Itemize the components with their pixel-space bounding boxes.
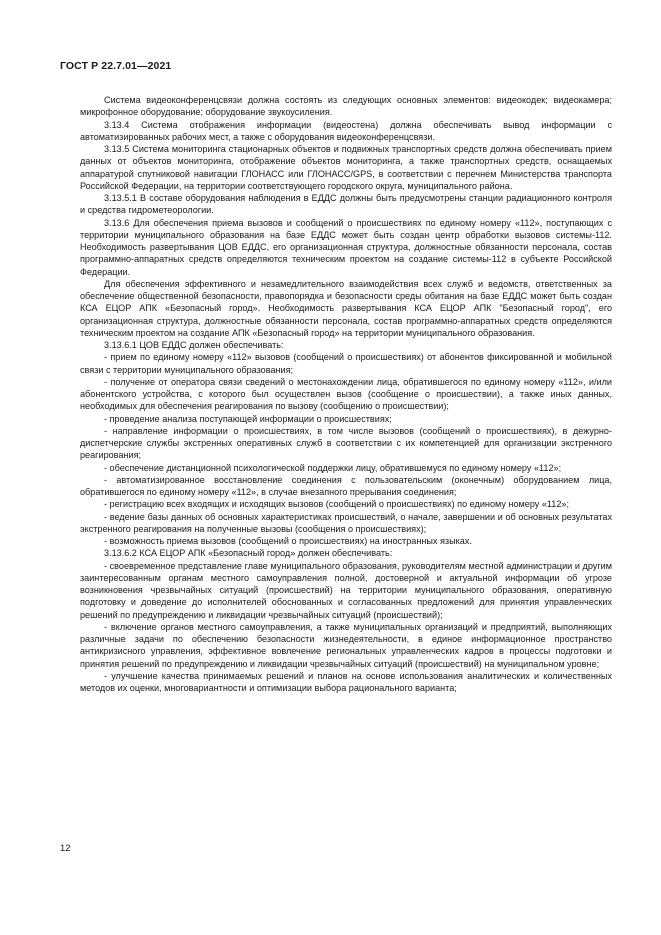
page-number: 12 (60, 843, 71, 854)
paragraph-3-13-5-1: 3.13.5.1 В составе оборудования наблюдения в ЕДДС должны быть предусмотрены станции радиационного контроля и средства гидрометеорологии. (80, 193, 612, 216)
list-item: - регистрацию всех входящих и исходящих вызовов (сообщений о происшествиях) по единому номеру «112»; (104, 499, 569, 510)
list-item: - направление информации о происшествиях, в том числе вызовов (сообщений о происшествиях), в дежурно-диспетчерские службы экстренных оперативных служб в соответствии с их компетенцией для организации экстренного реагирования; (80, 425, 612, 461)
paragraph-videoconference-elements: Система видеоконференцсвязи должна состоять из следующих основных элементов: видеокодек; видеокамера; микрофонное оборудование; оборудование звукоусиления. (80, 95, 612, 118)
list-item: - автоматизированное восстановление соединения с пользовательским (оконечным) оборудованием лица, обратившегося по единому номеру «112», в случае внезапного прерывания соединения; (80, 474, 612, 497)
paragraph-safe-city: Для обеспечения эффективного и незамедлительного взаимодействия всех служб и ведомств, ответственных за обеспечение общественной безопасности, правопорядка и безопасности среды обитания на базе ЕДДС может быть создан КСА ЕЦОР АПК «Безопасный город». Необходимость развертывания КСА ЕЦОР АПК "Безопасный город", его организационная структура, должностные обязанности персонала, состав программно-аппаратных средств определяются техническим проектом на создание АПК «Безопасный город» на территории муниципального образования. (80, 278, 612, 338)
list-item: - проведение анализа поступающей информации о происшествиях; (104, 413, 392, 424)
list-item: - включение органов местного самоуправления, а также муниципальных организаций и предприятий, выполняющих различные задачи по обеспечению безопасности жизнедеятельности, в единое информационное пространство антикризисного управления, эффективное вовлечение региональных управленческих кадров в процессы подготовки и принятия решений по предупреждению и ликвидации чрезвычайных ситуаций (происшествий) на муниципальном уровне; (80, 621, 612, 669)
document-header-code: ГОСТ Р 22.7.01—2021 (60, 60, 172, 72)
paragraph-3-13-6-1: 3.13.6.1 ЦОВ ЕДДС должен обеспечивать: (104, 340, 284, 350)
list-item: - ведение базы данных об основных характеристиках происшествий, о начале, завершении и об основных результатах экстренного реагирования на полученные вызовы (сообщения о происшествиях); (80, 511, 612, 534)
paragraph-3-13-4: 3.13.4 Система отображения информации (видеостена) должна обеспечивать вывод информации с автоматизированных рабочих мест, а также с оборудования видеоконференцсвязи. (80, 119, 612, 142)
list-item: - возможность приема вызовов (сообщений о происшествиях) на иностранных языках. (104, 536, 472, 546)
document-body (80, 94, 612, 694)
list-item: - получение от оператора связи сведений о местонахождении лица, обратившегося по единому номеру «112», и/или абонентского устройства, с которого был осуществлен вызов (сообщение о происшествии), а также иных данных, необходимых для обеспечения реагирования по вызову (сообщению о происшествии); (80, 376, 612, 412)
list-item: - улучшение качества принимаемых решений и планов на основе использования аналитических и количественных методов их оценки, многовариантности и оптимизации выбора рационального варианта; (80, 670, 612, 693)
list-item: - своевременное представление главе муниципального образования, руководителям местной администрации и другим заинтересованным органам местного самоуправления полной, достоверной и актуальной информации об угрозе возникновения чрезвычайных ситуаций (происшествий) на территории муниципального образования, оперативную подготовку и доведение до исполнителей обоснованных и согласованных предложений для принятия управленческих решений по предупреждению и ликвидации чрезвычайных ситуаций (происшествий); (80, 560, 612, 620)
list-item: - обеспечение дистанционной психологической поддержки лицу, обратившемуся по единому номеру «112»; (104, 462, 562, 473)
list-item: - прием по единому номеру «112» вызовов (сообщений о происшествиях) от абонентов фиксированной и мобильной связи с территории муниципального образования; (80, 352, 612, 375)
paragraph-3-13-6-2: 3.13.6.2 КСА ЕЦОР АПК «Безопасный город» должен обеспечивать: (104, 548, 393, 559)
paragraph-3-13-5: 3.13.5 Система мониторинга стационарных объектов и подвижных транспортных средств должна обеспечивать прием данных от объектов мониторинга, отображение объектов мониторинга, а также транспортных средств, оснащаемых аппаратурой спутниковой навигации ГЛОНАСС или ГЛОНАСС/GPS, в соответствии с перечнем Министерства транспорта Российской Федерации, на территории соответствующего городского округа, муниципального района. (80, 144, 612, 191)
paragraph-3-13-6: 3.13.6 Для обеспечения приема вызовов и сообщений о происшествиях по единому номеру «112», поступающих с территории муниципального образования на базе ЕДДС может быть создан центр обработки вызовов системы-112. Необходимость развертывания ЦОВ ЕДДС, его организационная структура, должностные обязанности персонала, состав программно-аппаратных средств определяются техническим проектом на создание системы-112 в субъекте Российской Федерации. (80, 217, 612, 277)
